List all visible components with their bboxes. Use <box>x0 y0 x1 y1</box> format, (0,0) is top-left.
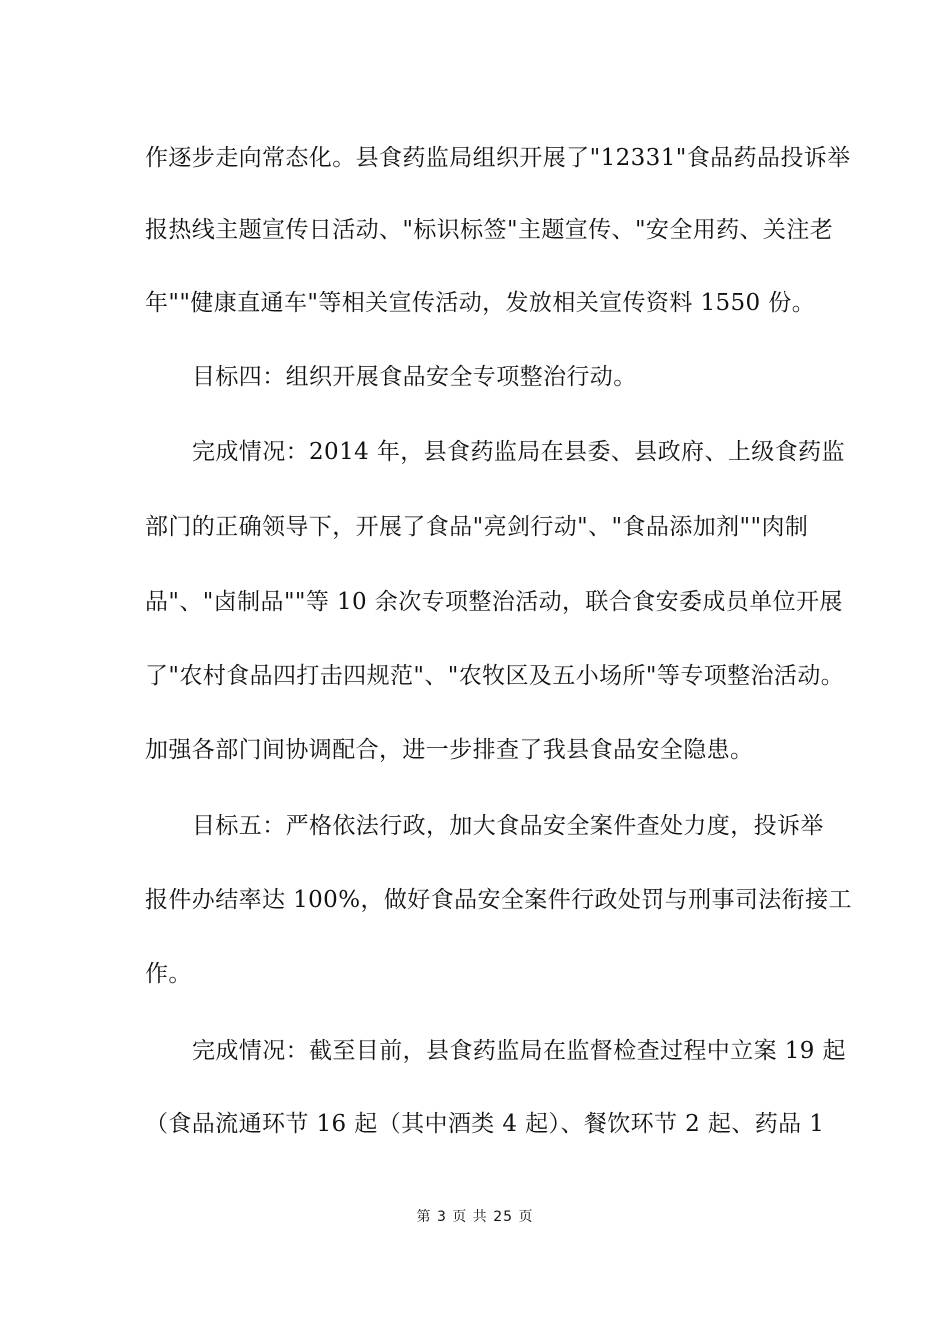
text-line: （食品流通环节 16 起（其中酒类 4 起）、餐饮环节 2 起、药品 1 <box>145 1111 825 1137</box>
text-line: 报热线主题宣传日活动、"标识标签"主题宣传、"安全用药、关注老 <box>145 217 834 243</box>
text-line: 作逐步走向常态化。县食药监局组织开展了"12331"食品药品投诉举 <box>145 145 851 171</box>
text-line: 完成情况：截至目前，县食药监局在监督检查过程中立案 19 起 <box>192 1038 846 1064</box>
page-number-footer: 第 3 页 共 25 页 <box>416 1209 534 1225</box>
text-line: 完成情况：2014 年，县食药监局在县委、县政府、上级食药监 <box>192 439 845 465</box>
paragraph-heading: 目标五：严格依法行政，加大食品安全案件查处力度，投诉举 <box>192 813 824 839</box>
text-line: 年""健康直通车"等相关宣传活动，发放相关宣传资料 1550 份。 <box>145 290 816 316</box>
text-line: 加强各部门间协调配合，进一步排查了我县食品安全隐患。 <box>145 737 754 763</box>
text-line: 报件办结率达 100%，做好食品安全案件行政处罚与刑事司法衔接工 <box>145 887 852 913</box>
text-line: 部门的正确领导下，开展了食品"亮剑行动"、"食品添加剂""肉制 <box>145 514 809 540</box>
paragraph-heading: 目标四：组织开展食品安全专项整治行动。 <box>192 364 637 390</box>
text-line: 了"农村食品四打击四规范"、"农牧区及五小场所"等专项整治活动。 <box>145 663 845 689</box>
text-line: 作。 <box>145 961 192 987</box>
text-line: 品"、"卤制品""等 10 余次专项整治活动，联合食安委成员单位开展 <box>145 589 843 615</box>
